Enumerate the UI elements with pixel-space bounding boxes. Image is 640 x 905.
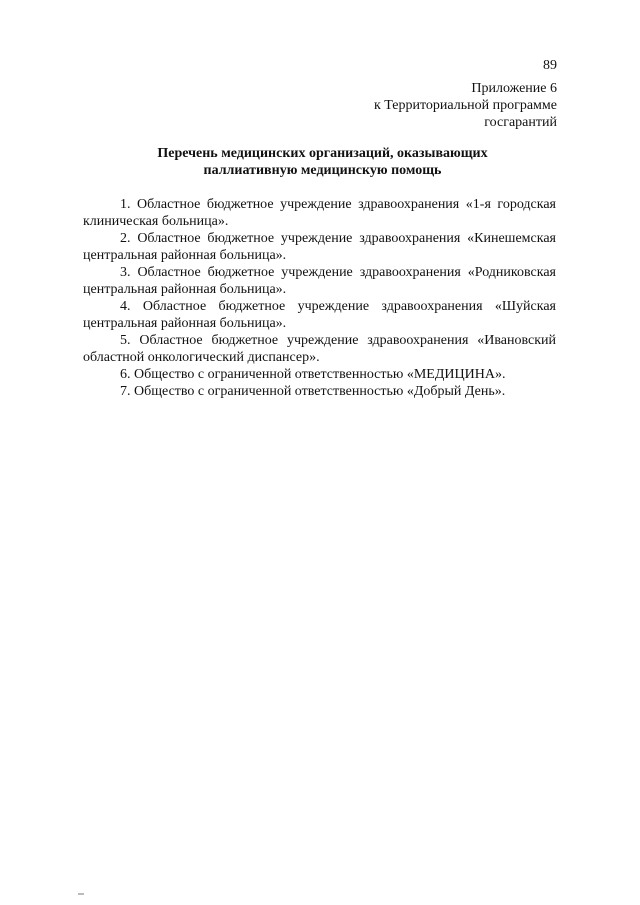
appendix-line-2: к Территориальной программе [373,98,557,113]
appendix-reference [374,80,557,131]
list-item: 3. Областное бюджетное учреждение здравоохранения «Родниковская центральная районная больница». [83,265,556,297]
list-item: 4. Областное бюджетное учреждение здравоохранения «Шуйская центральная районная больница». [83,299,556,331]
appendix-line-3: госгарантий [484,115,557,130]
document-title [90,145,555,179]
title-line-1: Перечень медицинских организаций, оказывающих [157,146,488,161]
page-number: 89 [543,58,557,73]
scan-artifact [78,893,84,895]
organization-list [83,196,556,400]
list-item: 2. Областное бюджетное учреждение здравоохранения «Кинешемская центральная районная больница». [83,231,556,263]
list-item: 1. Областное бюджетное учреждение здравоохранения «1-я городская клиническая больница». [83,197,556,229]
appendix-line-1: Приложение 6 [471,81,557,96]
list-item: 7. Общество с ограниченной ответственностью «Добрый День». [120,384,506,399]
list-item: 6. Общество с ограниченной ответственностью «МЕДИЦИНА». [120,367,506,382]
list-item: 5. Областное бюджетное учреждение здравоохранения «Ивановский областной онкологический диспансер». [83,333,556,365]
title-line-2: паллиативную медицинскую помощь [203,163,442,178]
